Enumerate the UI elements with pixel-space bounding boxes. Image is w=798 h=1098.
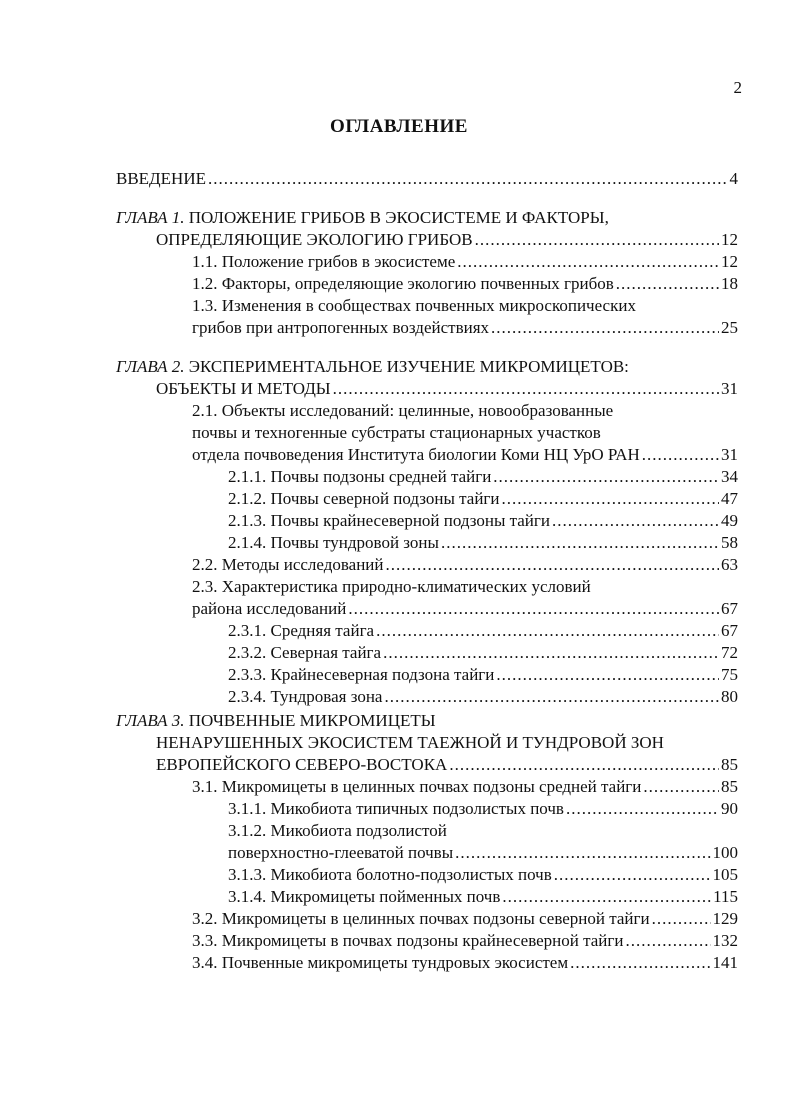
toc-section-3-1-2-line1 <box>228 820 447 842</box>
toc-leader <box>616 273 719 295</box>
toc-section-3-2 <box>192 908 738 930</box>
toc-entry-title: 2.3.4. Тундровая зона <box>228 687 383 706</box>
toc-entry-title: ЕВРОПЕЙСКОГО СЕВЕРО-ВОСТОКА <box>156 755 448 774</box>
toc-chapter-3-heading <box>116 710 436 732</box>
toc-section-3-1-3 <box>228 864 738 886</box>
toc-leader <box>554 864 711 886</box>
toc-leader <box>457 251 719 273</box>
toc-leader <box>491 317 719 339</box>
toc-page-number: 12 <box>721 252 738 271</box>
toc-page-number: 63 <box>721 555 738 574</box>
toc-leader <box>455 842 710 864</box>
toc-leader <box>449 754 719 776</box>
toc-page-number: 105 <box>712 865 738 884</box>
toc-entry-title: 3.1.4. Микромицеты пойменных почв <box>228 887 501 906</box>
toc-chapter-3 <box>156 754 738 776</box>
toc-entry-title: 2.1.1. Почвы подзоны средней тайги <box>228 467 492 486</box>
toc-leader <box>493 466 719 488</box>
toc-section-2-1-line2 <box>192 422 601 444</box>
toc-chapter-2-heading <box>116 356 629 378</box>
toc-entry-title: 3.1.1. Микобиота типичных подзолистых почв <box>228 799 564 818</box>
toc-entry-title: 3.1.2. Микобиота подзолистой <box>228 821 447 840</box>
toc-entry-title: 2.3. Характеристика природно-климатических условий <box>192 577 591 596</box>
toc-leader <box>384 686 719 708</box>
toc-chapter-2 <box>156 378 738 400</box>
toc-section-2-1-line1 <box>192 400 613 422</box>
toc-section-1-2 <box>192 273 738 295</box>
chapter-label: ГЛАВА 2. <box>116 357 185 376</box>
toc-leader <box>383 642 719 664</box>
toc-page-number: 12 <box>721 230 738 249</box>
toc-section-3-1-4 <box>228 886 738 908</box>
toc-leader <box>566 798 719 820</box>
toc-section-2-3-4 <box>228 686 738 708</box>
toc-page-number: 18 <box>721 274 738 293</box>
toc-leader <box>502 886 711 908</box>
toc-section-1-3 <box>192 317 738 339</box>
toc-entry-title: 2.1. Объекты исследований: целинные, новообразованные <box>192 401 614 420</box>
chapter-title: ПОЧВЕННЫЕ МИКРОМИЦЕТЫ <box>188 711 436 730</box>
toc-page-number: 34 <box>721 467 738 486</box>
toc-leader <box>652 908 711 930</box>
toc-leader <box>475 229 719 251</box>
toc-entry-title: 1.3. Изменения в сообществах почвенных микроскопических <box>192 296 636 315</box>
toc-page-number: 67 <box>721 621 738 640</box>
toc-entry-title: 3.1.3. Микобиота болотно-подзолистых почв <box>228 865 552 884</box>
toc-section-1-1 <box>192 251 738 273</box>
toc-entry-title: района исследований <box>192 599 347 618</box>
chapter-title: НЕНАРУШЕННЫХ ЭКОСИСТЕМ ТАЕЖНОЙ И ТУНДРОВОЙ ЗОН <box>156 733 664 752</box>
toc-section-2-3 <box>192 598 738 620</box>
toc-section-3-1 <box>192 776 738 798</box>
toc-page-number: 115 <box>713 887 738 906</box>
toc-section-1-3-line1 <box>192 295 636 317</box>
chapter-title: ЭКСПЕРИМЕНТАЛЬНОЕ ИЗУЧЕНИЕ МИКРОМИЦЕТОВ: <box>188 357 629 376</box>
toc-entry-title: 3.2. Микромицеты в целинных почвах подзоны северной тайги <box>192 909 650 928</box>
toc-page-number: 31 <box>721 445 738 464</box>
toc-leader <box>570 952 710 974</box>
toc-section-2-1-4 <box>228 532 738 554</box>
toc-section-3-1-2 <box>228 842 738 864</box>
page-number: 2 <box>733 78 742 97</box>
toc-page-number: 31 <box>721 379 738 398</box>
toc-chapter-1-heading <box>116 207 609 229</box>
toc-entry-title: 1.1. Положение грибов в экосистеме <box>192 252 456 271</box>
toc-entry-title: поверхностно-глееватой почвы <box>228 843 454 862</box>
toc-section-2-1-3 <box>228 510 738 532</box>
toc-section-3-1-1 <box>228 798 738 820</box>
toc-section-3-4 <box>192 952 738 974</box>
toc-section-3-3 <box>192 930 738 952</box>
toc-chapter-1 <box>156 229 738 251</box>
toc-entry-title: ОПРЕДЕЛЯЮЩИЕ ЭКОЛОГИЮ ГРИБОВ <box>156 230 473 249</box>
toc-leader <box>643 776 719 798</box>
toc-leader <box>552 510 719 532</box>
toc-entry-title: 2.1.4. Почвы тундровой зоны <box>228 533 439 552</box>
toc-section-2-3-line1 <box>192 576 591 598</box>
toc-entry-title: 3.1. Микромицеты в целинных почвах подзоны средней тайги <box>192 777 642 796</box>
toc-page-number: 100 <box>712 843 738 862</box>
toc-section-2-1-2 <box>228 488 738 510</box>
toc-leader <box>496 664 719 686</box>
toc-section-2-3-1 <box>228 620 738 642</box>
toc-entry-title: 2.3.1. Средняя тайга <box>228 621 375 640</box>
toc-page-number: 85 <box>721 755 738 774</box>
toc-page-number: 47 <box>721 489 738 508</box>
toc-page-number: 90 <box>721 799 738 818</box>
toc-page-number: 49 <box>721 511 738 530</box>
toc-page-number: 132 <box>712 931 738 950</box>
toc-section-2-3-2 <box>228 642 738 664</box>
chapter-label: ГЛАВА 1. <box>116 208 185 227</box>
page-title: ОГЛАВЛЕНИЕ <box>330 116 468 137</box>
toc-leader <box>386 554 719 576</box>
toc-entry-title: 2.1.3. Почвы крайнесеверной подзоны тайги <box>228 511 550 530</box>
toc-entry-title: 2.1.2. Почвы северной подзоны тайги <box>228 489 500 508</box>
toc-page-number: 67 <box>721 599 738 618</box>
toc-page-number: 75 <box>721 665 738 684</box>
toc-page-number: 141 <box>712 953 738 972</box>
toc-entry-title: грибов при антропогенных воздействиях <box>192 318 490 337</box>
toc-entry-title: 3.4. Почвенные микромицеты тундровых экосистем <box>192 953 569 972</box>
toc-entry-title: 2.3.2. Северная тайга <box>228 643 382 662</box>
toc-section-2-1-1 <box>228 466 738 488</box>
chapter-label: ГЛАВА 3. <box>116 711 185 730</box>
toc-entry-title: 2.2. Методы исследований <box>192 555 384 574</box>
toc-entry-intro <box>116 168 738 190</box>
toc-section-2-1 <box>192 444 738 466</box>
toc-leader <box>441 532 719 554</box>
toc-page-number: 58 <box>721 533 738 552</box>
toc-entry-title: почвы и техногенные субстраты стационарных участков <box>192 423 601 442</box>
toc-entry-title: 2.3.3. Крайнесеверная подзона тайги <box>228 665 495 684</box>
toc-page-number: 4 <box>729 169 738 188</box>
toc-section-2-3-3 <box>228 664 738 686</box>
toc-page-number: 129 <box>712 909 738 928</box>
chapter-title: ПОЛОЖЕНИЕ ГРИБОВ В ЭКОСИСТЕМЕ И ФАКТОРЫ, <box>188 208 609 227</box>
toc-page-number: 85 <box>721 777 738 796</box>
toc-entry-title: ВВЕДЕНИЕ <box>116 169 206 188</box>
toc-page-number: 25 <box>721 318 738 337</box>
toc-leader <box>642 444 719 466</box>
toc-entry-title: 3.3. Микромицеты в почвах подзоны крайнесеверной тайги <box>192 931 624 950</box>
toc-leader <box>348 598 719 620</box>
toc-leader <box>376 620 719 642</box>
toc-chapter-3-heading-line2 <box>156 732 664 754</box>
toc-leader <box>333 378 719 400</box>
toc-page-number: 72 <box>721 643 738 662</box>
toc-section-2-2 <box>192 554 738 576</box>
toc-entry-title: отдела почвоведения Института биологии Коми НЦ УрО РАН <box>192 445 640 464</box>
toc-page-number: 80 <box>721 687 738 706</box>
toc-entry-title: 1.2. Факторы, определяющие экологию почвенных грибов <box>192 274 614 293</box>
toc-leader <box>208 168 728 190</box>
toc-leader <box>625 930 710 952</box>
toc-leader <box>502 488 719 510</box>
toc-entry-title: ОБЪЕКТЫ И МЕТОДЫ <box>156 379 331 398</box>
